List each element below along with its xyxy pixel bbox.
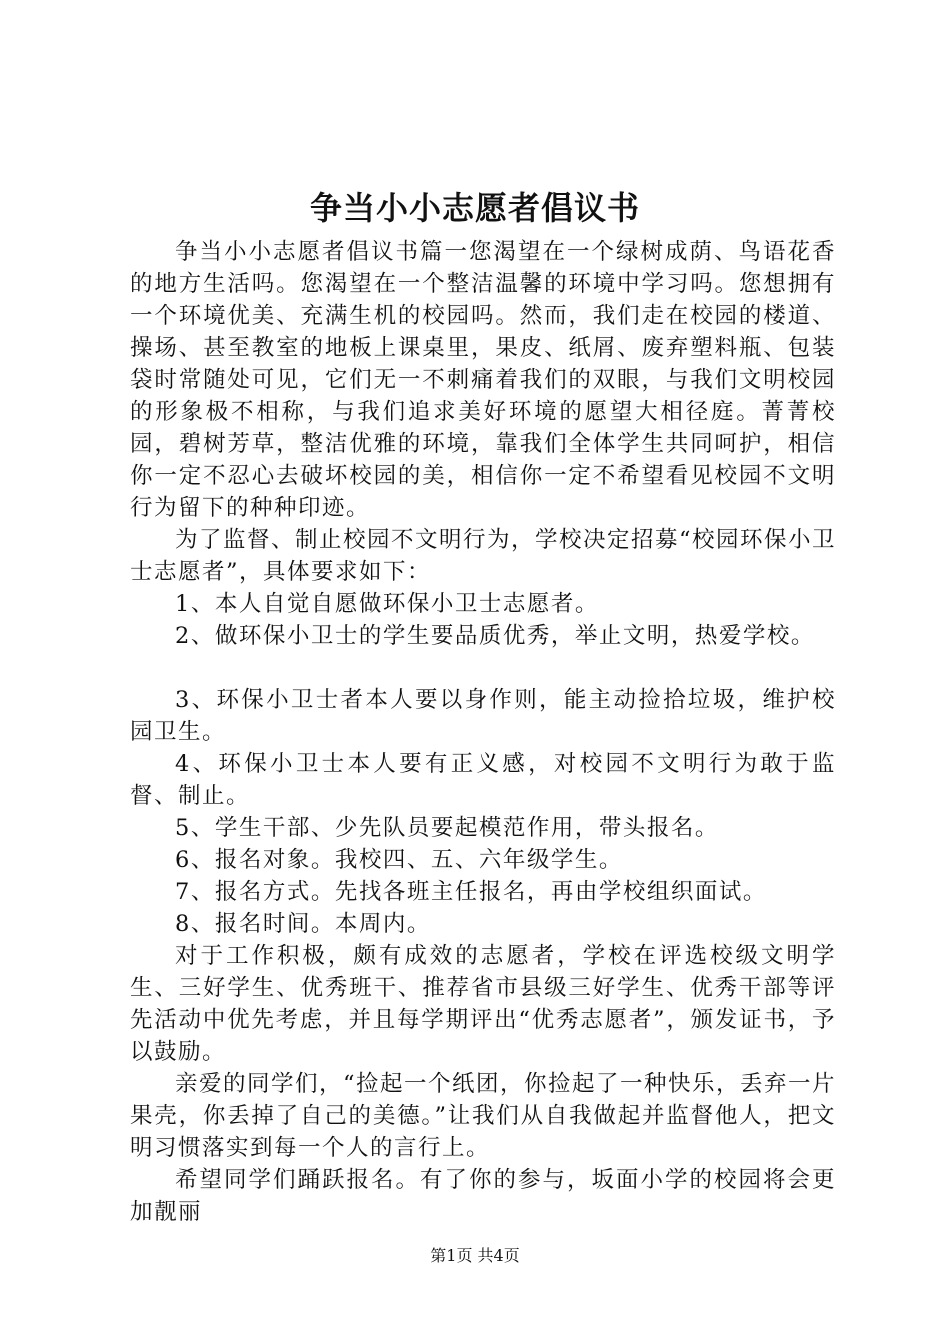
paragraph-recruitment: 为了监督、制止校园不文明行为，学校决定招募“校园环保小卫士志愿者”，具体要求如下：: [130, 527, 837, 585]
document-body: [130, 236, 836, 1228]
requirement-item-5: 5、学生干部、少先队员要起模范作用，带头报名。: [175, 815, 719, 841]
paragraph-intro: 争当小小志愿者倡议书篇一您渴望在一个绿树成荫、鸟语花香的地方生活吗。您渴望在一个整洁温馨的环境中学习吗。您想拥有一个环境优美、充满生机的校园吗。然而，我们走在校园的楼道、操场、甚至教室的地板上课桌里，果皮、纸屑、废弃塑料瓶、包装袋时常随处可见，它们无一不刺痛着我们的双眼，与我们文明校园的形象极不相称，与我们追求美好环境的愿望大相径庭。菁菁校园，碧树芳草，整洁优雅的环境，靠我们全体学生共同呵护，相信你一定不忍心去破坏校园的美，相信你一定不希望看见校园不文明行为留下的种种印迹。: [130, 239, 836, 521]
requirement-item-6: 6、报名对象。我校四、五、六年级学生。: [175, 847, 623, 873]
paragraph-rewards: 对于工作积极，颇有成效的志愿者，学校在评选校级文明学生、三好学生、优秀班干、推荐省市县级三好学生、优秀干部等评先活动中优先考虑，并且每学期评出“优秀志愿者”，颁发证书，予以鼓励。: [130, 943, 836, 1065]
paragraph-appeal: 亲爱的同学们，“捡起一个纸团，你捡起了一种快乐，丢弃一片果壳，你丢掉了自己的美德。”让我们从自我做起并监督他人，把文明习惯落实到每一个人的言行上。: [130, 1071, 837, 1161]
requirement-item-1: 1、本人自觉自愿做环保小卫士志愿者。: [175, 591, 599, 617]
paragraph-closing: 希望同学们踊跃报名。有了你的参与，坂面小学的校园将会更加靓丽: [130, 1167, 836, 1225]
requirement-item-8: 8、报名时间。本周内。: [175, 911, 431, 937]
requirement-item-7: 7、报名方式。先找各班主任报名，再由学校组织面试。: [175, 879, 767, 905]
document-title: 争当小小志愿者倡议书: [309, 189, 640, 227]
page-number-footer: 第1页 共4页: [430, 1246, 520, 1265]
requirement-item-3: 3、环保小卫士者本人要以身作则，能主动捡拾垃圾，维护校园卫生。: [130, 687, 836, 745]
requirement-item-4: 4、环保小卫士本人要有正义感，对校园不文明行为敢于监督、制止。: [130, 751, 836, 809]
requirement-item-2: 2、做环保小卫士的学生要品质优秀，举止文明，热爱学校。: [175, 623, 815, 649]
